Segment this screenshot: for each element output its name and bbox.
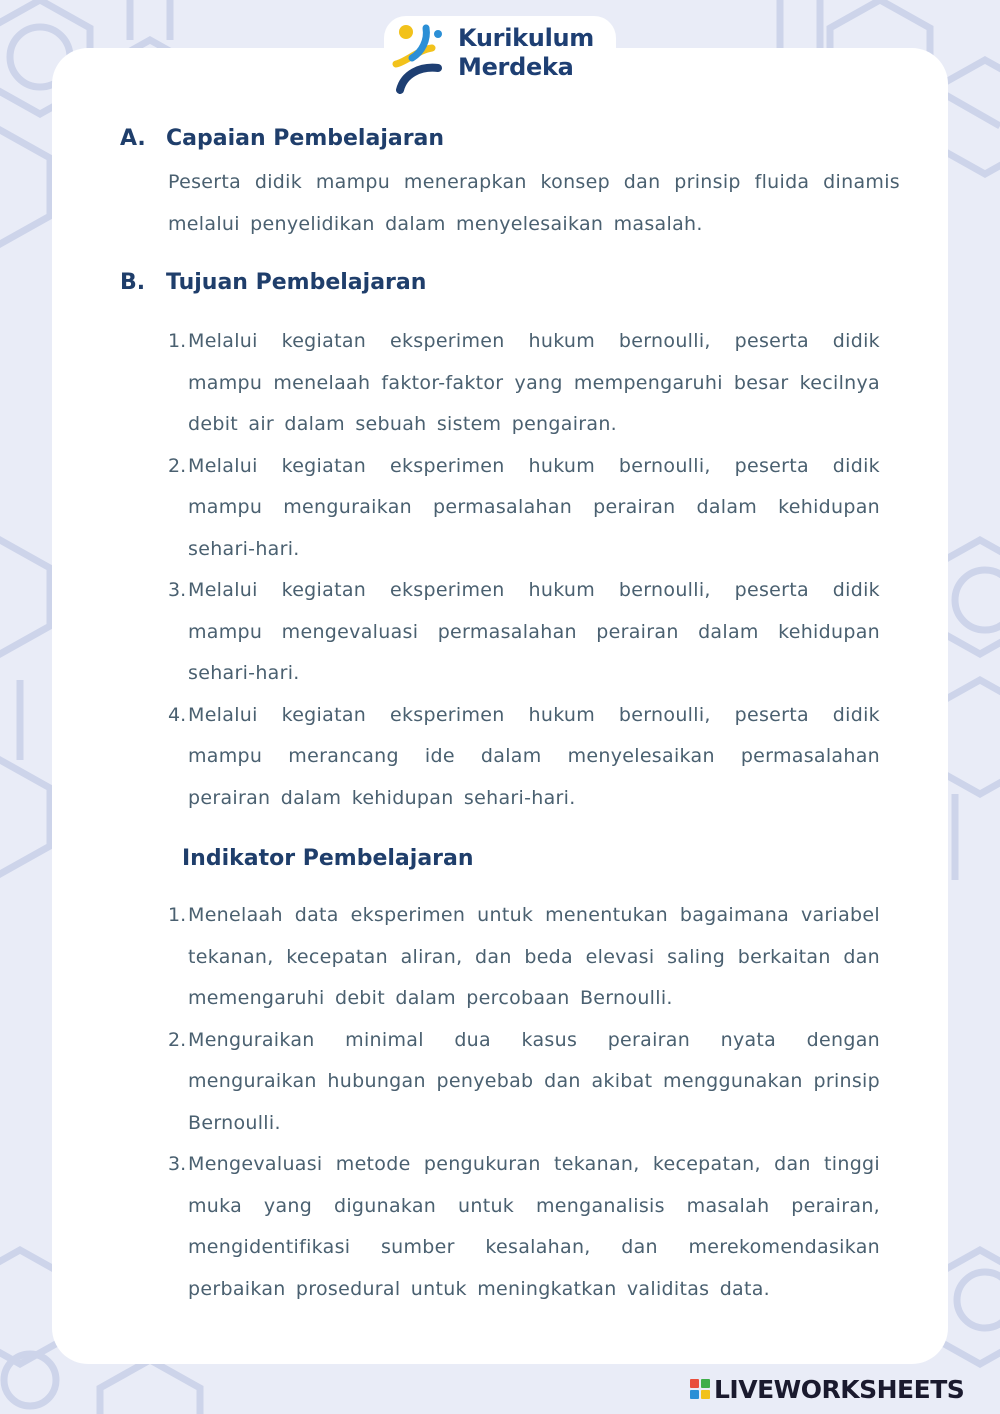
list-item-number: 4. xyxy=(168,703,187,726)
list-item xyxy=(168,446,880,571)
list-item-text: Menelaah data eksperimen untuk menentukan bagaimana variabel tekanan, kecepatan aliran, dan beda elevasi saling berkaitan dan memengaruhi debit dalam percobaan Bernoulli. xyxy=(188,904,880,1009)
list-item xyxy=(168,695,880,820)
watermark-text: LIVEWORKSHEETS xyxy=(714,1374,965,1404)
section-a-heading xyxy=(120,126,444,151)
list-item-number: 2. xyxy=(168,1028,187,1051)
list-item-text: Melalui kegiatan eksperimen hukum bernoulli, peserta didik mampu mengevaluasi permasalahan perairan dalam kehidupan sehari-hari. xyxy=(188,579,880,684)
list-item-text: Melalui kegiatan eksperimen hukum bernoulli, peserta didik mampu menelaah faktor-faktor yang mempengaruhi besar kecilnya debit air dalam sebuah sistem pengairan. xyxy=(188,330,880,435)
list-item-text: Melalui kegiatan eksperimen hukum bernoulli, peserta didik mampu menguraikan permasalahan perairan dalam kehidupan sehari-hari. xyxy=(188,454,880,560)
section-a-text: Peserta didik mampu menerapkan konsep dan prinsip fluida dinamis melalui penyelidikan dalam menyelesaikan masalah. xyxy=(168,171,900,235)
section-b-letter: B. xyxy=(120,270,146,295)
list-item xyxy=(168,1020,880,1145)
tujuan-list xyxy=(168,321,880,819)
list-item xyxy=(168,570,880,695)
list-item-text: Mengevaluasi metode pengukuran tekanan, kecepatan, dan tinggi muka yang digunakan untuk menganalisis masalah perairan, mengidentifikasi sumber kesalahan, dan merekomendasikan perbaikan prosedural untuk meningkatkan validitas data. xyxy=(188,1153,880,1300)
list-item xyxy=(168,1144,880,1310)
brand-name-line2: Merdeka xyxy=(458,53,574,81)
brand-name-line1: Kurikulum xyxy=(458,24,594,52)
section-a-title: Capaian Pembelajaran xyxy=(166,126,445,151)
list-item-number: 3. xyxy=(168,579,187,601)
list-item-text: Menguraikan minimal dua kasus perairan nyata dengan menguraikan hubungan penyebab dan akibat menggunakan prinsip Bernoulli. xyxy=(188,1028,880,1134)
list-item-number: 3. xyxy=(168,1153,187,1175)
section-c-heading xyxy=(182,846,474,871)
liveworksheets-watermark xyxy=(690,1374,964,1404)
brand-wordmark xyxy=(458,24,594,82)
section-a-letter: A. xyxy=(120,126,146,151)
section-b-heading xyxy=(120,270,426,295)
indikator-list xyxy=(168,895,880,1310)
liveworksheets-logo-icon xyxy=(690,1379,710,1399)
list-item-number: 2. xyxy=(168,454,187,477)
list-item-number: 1. xyxy=(168,904,187,926)
list-item xyxy=(168,321,880,446)
section-b-title: Tujuan Pembelajaran xyxy=(166,270,427,295)
list-item xyxy=(168,895,880,1020)
section-c-title: Indikator Pembelajaran xyxy=(182,846,474,871)
kurikulum-merdeka-logo-icon xyxy=(392,22,450,94)
list-item-text: Melalui kegiatan eksperimen hukum bernoulli, peserta didik mampu merancang ide dalam menyelesaikan permasalahan perairan dalam kehidupan sehari-hari. xyxy=(188,703,880,809)
list-item-number: 1. xyxy=(168,330,187,352)
